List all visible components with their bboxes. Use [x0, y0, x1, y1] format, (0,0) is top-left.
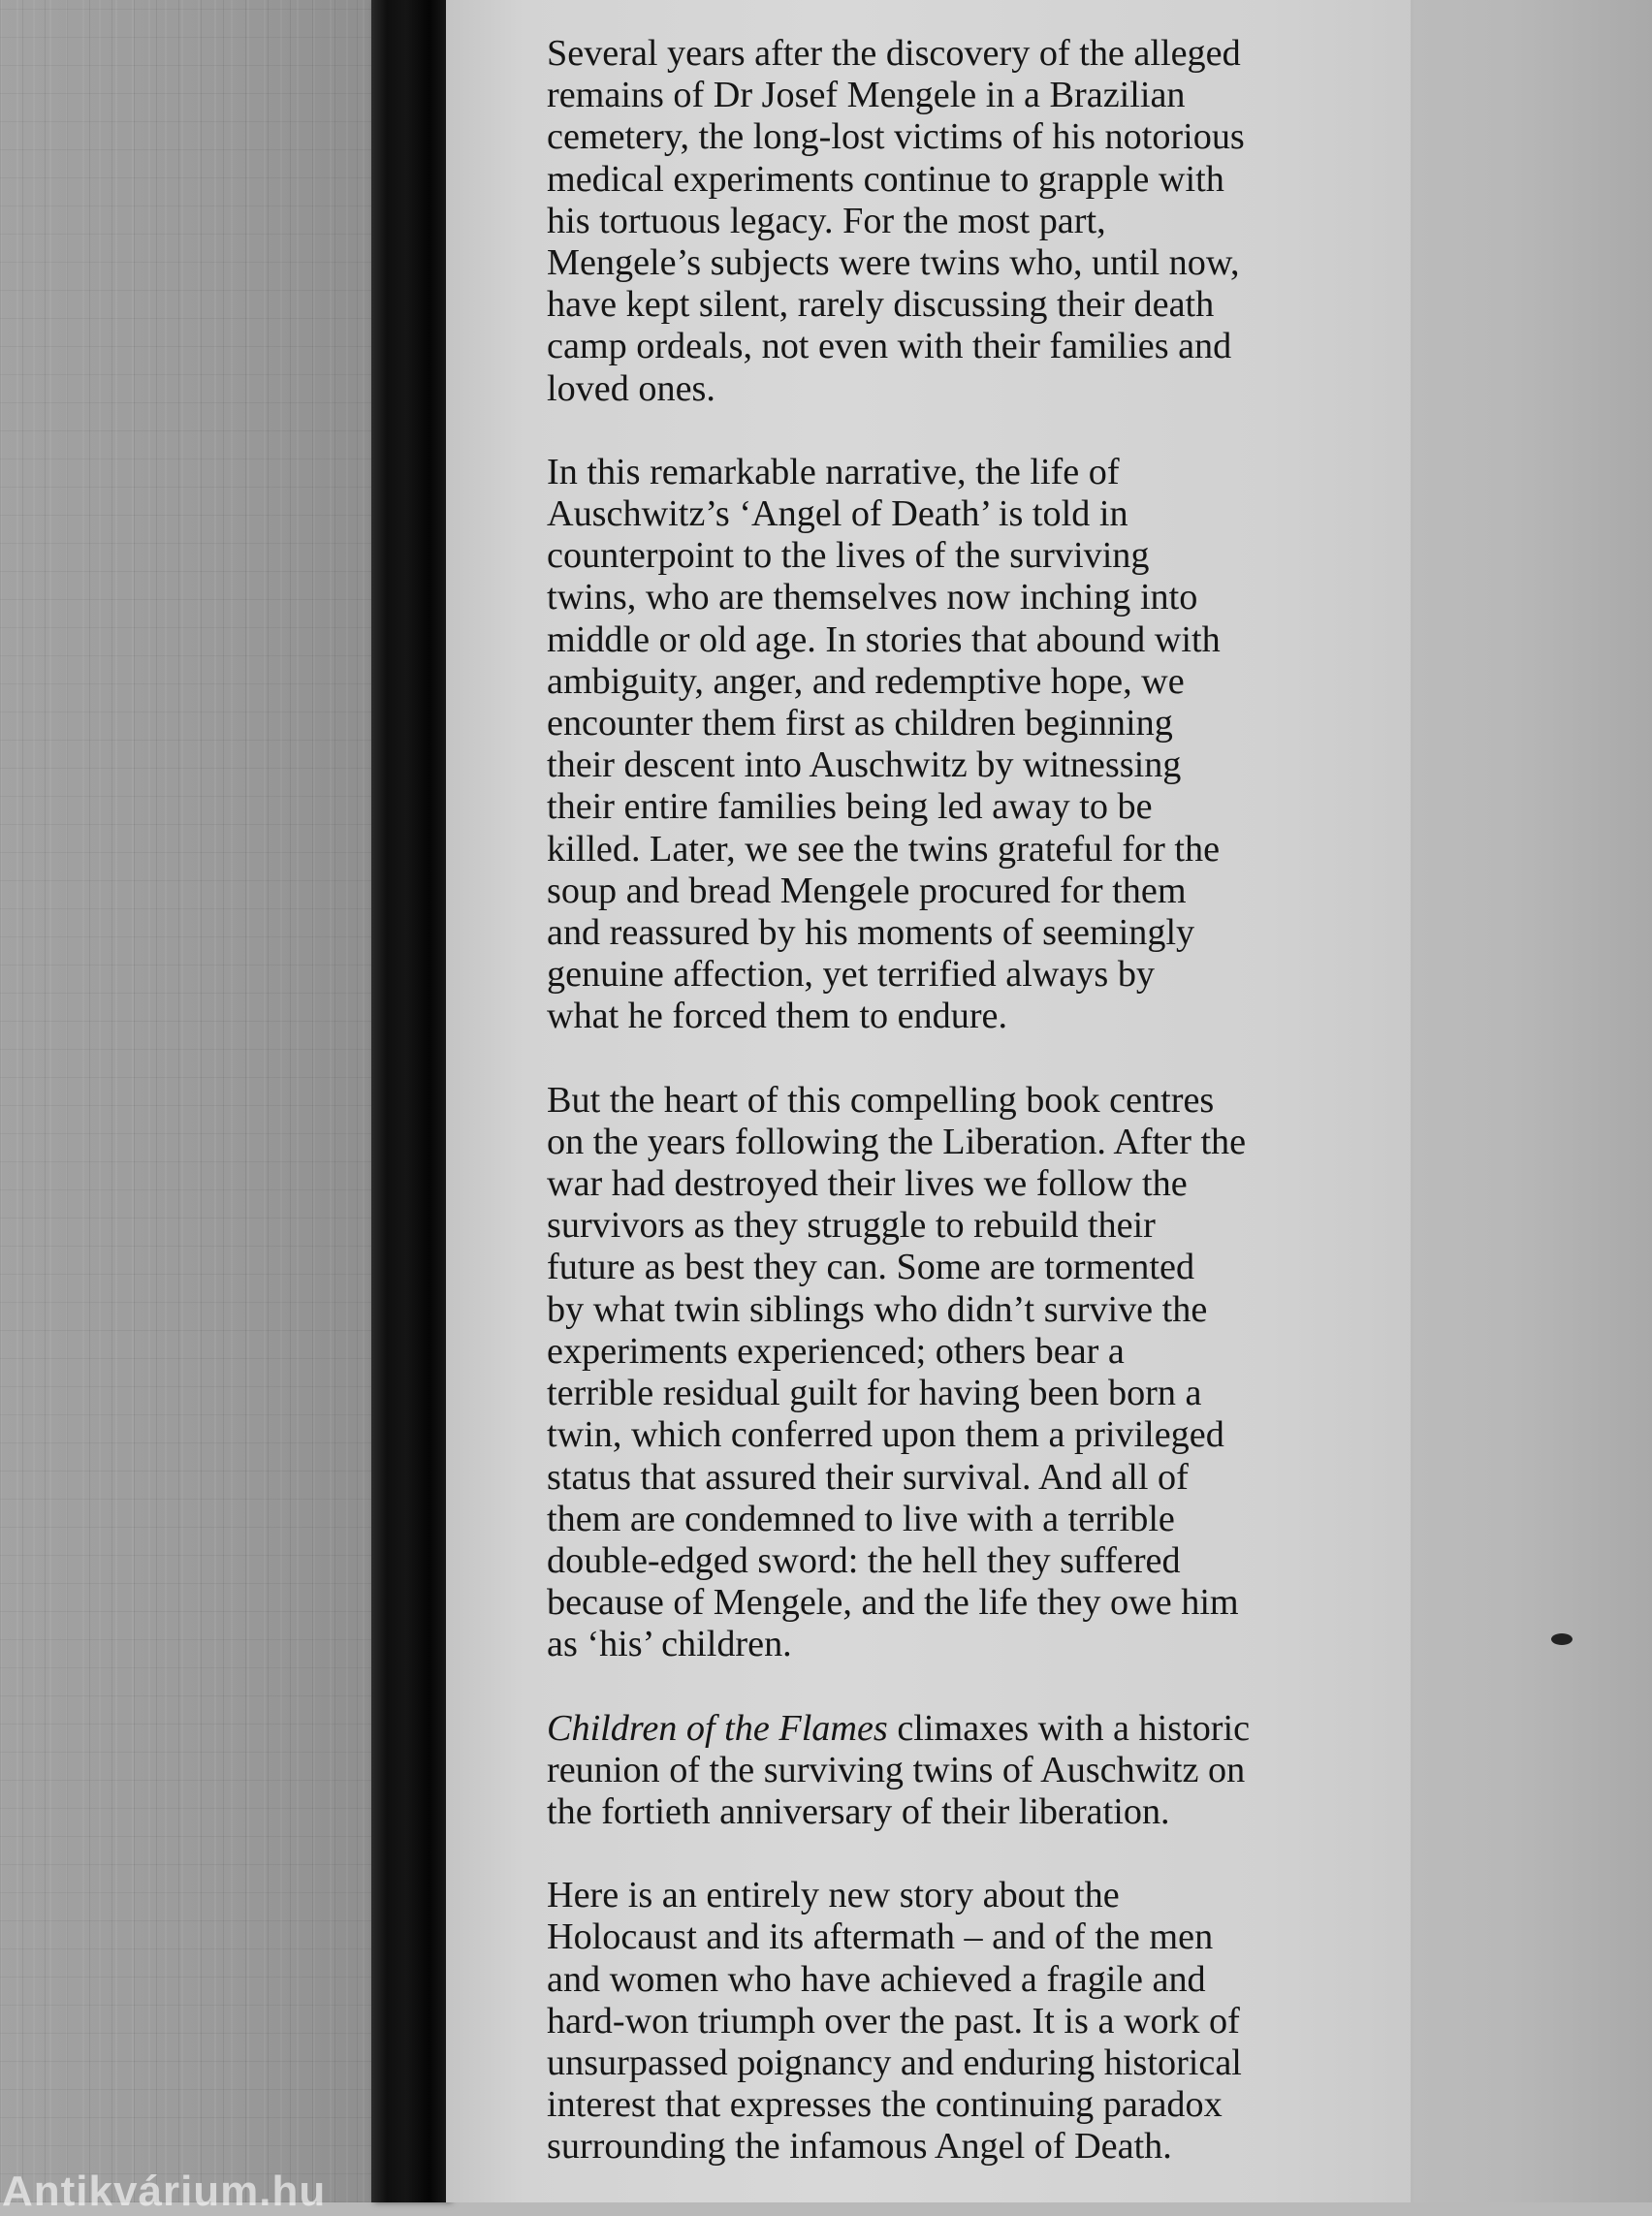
- paragraph-1: [547, 33, 1361, 410]
- text-line: But the heart of this compelling book centres: [547, 1079, 1215, 1121]
- wood-background: [0, 0, 380, 2215]
- text-line: loved ones.: [547, 367, 715, 409]
- text-line: [547, 1708, 1361, 1750]
- text-line: as ‘his’ children.: [547, 1624, 792, 1665]
- text-line: terrible residual guilt for having been born a: [547, 1373, 1202, 1414]
- text-line: counterpoint to the lives of the surviving: [547, 535, 1150, 577]
- watermark-text: Antikvárium.hu: [2, 2168, 327, 2215]
- page-shadow: [1414, 0, 1652, 2202]
- paragraph-2: [547, 452, 1361, 1038]
- text-line: killed. Later, we see the twins grateful for the: [547, 828, 1221, 870]
- text-line: because of Mengele, and the life they owe him: [547, 1582, 1239, 1624]
- text-line: on the years following the Liberation. After the: [547, 1121, 1247, 1162]
- text-line: have kept silent, rarely discussing their death: [547, 284, 1215, 326]
- text-line: the fortieth anniversary of their liberation.: [547, 1790, 1170, 1832]
- text-line: survivors as they struggle to rebuild their: [547, 1205, 1156, 1247]
- ink-spot: [1551, 1633, 1573, 1645]
- text-line: and women who have achieved a fragile and: [547, 1958, 1206, 2000]
- text-line: twins, who are themselves now inching into: [547, 577, 1198, 618]
- text-line: ambiguity, anger, and redemptive hope, we: [547, 660, 1185, 702]
- text-line: his tortuous legacy. For the most part,: [547, 200, 1106, 241]
- text-line: them are condemned to live with a terrible: [547, 1498, 1175, 1539]
- text-line: encounter them first as children beginning: [547, 703, 1173, 744]
- text-line: by what twin siblings who didn’t survive the: [547, 1288, 1208, 1330]
- text-line: Here is an entirely new story about the: [547, 1875, 1120, 1916]
- text-line: middle or old age. In stories that abound with: [547, 618, 1221, 660]
- paragraph-3: [547, 1080, 1361, 1666]
- text-line: war had destroyed their lives we follow the: [547, 1163, 1188, 1205]
- text-line: and reassured by his moments of seemingly: [547, 912, 1195, 954]
- text-line: unsurpassed poignancy and enduring historical: [547, 2042, 1242, 2083]
- text-line: double-edged sword: the hell they suffered: [547, 1539, 1181, 1581]
- text-fragment: climaxes with a historic: [887, 1707, 1251, 1749]
- text-line: reunion of the surviving twins of Auschwitz on: [547, 1749, 1246, 1790]
- text-line: medical experiments continue to grapple with: [547, 158, 1224, 200]
- book-spine: [371, 0, 449, 2202]
- text-line: surrounding the infamous Angel of Death.: [547, 2126, 1172, 2168]
- text-line: Mengele’s subjects were twins who, until now,: [547, 242, 1240, 284]
- text-line: hard-won triumph over the past. It is a work of: [547, 2000, 1240, 2042]
- book-title: Children of the Flames: [547, 1707, 888, 1749]
- text-line: cemetery, the long-lost victims of his notorious: [547, 116, 1245, 158]
- text-line: what he forced them to endure.: [547, 996, 1008, 1037]
- paragraph-5: [547, 1875, 1361, 2168]
- text-line: Several years after the discovery of the alleged: [547, 33, 1241, 74]
- text-line: their entire families being led away to be: [547, 786, 1153, 828]
- text-line: twin, which conferred upon them a privileged: [547, 1414, 1224, 1456]
- text-line: remains of Dr Josef Mengele in a Brazilian: [547, 75, 1186, 116]
- paragraph-4: [547, 1708, 1361, 1834]
- text-line: camp ordeals, not even with their families and: [547, 326, 1232, 367]
- text-line: Holocaust and its aftermath – and of the men: [547, 1916, 1214, 1958]
- text-line: soup and bread Mengele procured for them: [547, 870, 1187, 911]
- text-line: genuine affection, yet terrified always by: [547, 954, 1156, 996]
- text-line: status that assured their survival. And all of: [547, 1456, 1189, 1498]
- text-line: Auschwitz’s ‘Angel of Death’ is told in: [547, 493, 1128, 535]
- text-line: future as best they can. Some are tormented: [547, 1247, 1195, 1288]
- text-line: interest that expresses the continuing paradox: [547, 2084, 1223, 2126]
- text-line: their descent into Auschwitz by witnessing: [547, 744, 1182, 786]
- text-line: In this remarkable narrative, the life of: [547, 451, 1120, 492]
- blurb-text: [547, 33, 1361, 2210]
- text-line: experiments experienced; others bear a: [547, 1330, 1125, 1372]
